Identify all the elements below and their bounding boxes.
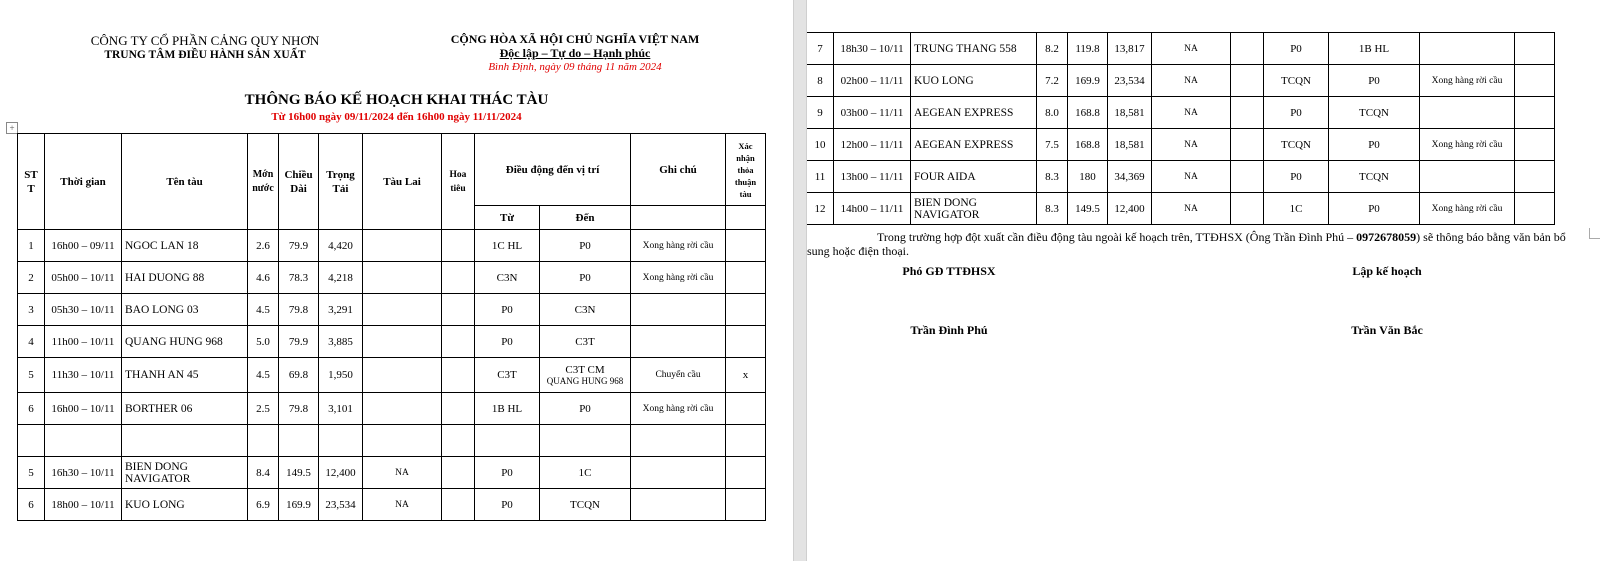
cell-tonnage: 3,291 <box>319 294 363 326</box>
cell-ship-name: KUO LONG <box>122 489 248 521</box>
cell-ship-name: HAI DUONG 88 <box>122 262 248 294</box>
cell-draft: 4.5 <box>248 294 279 326</box>
cell-note <box>1420 97 1515 129</box>
cell-pilot <box>442 393 475 425</box>
cell-stt: 1 <box>18 230 45 262</box>
cell-length: 69.8 <box>279 358 319 393</box>
cell-ship-name: AEGEAN EXPRESS <box>911 129 1037 161</box>
cell-tonnage: 3,101 <box>319 393 363 425</box>
col-stt: ST T <box>18 134 45 230</box>
cell-note: Xong hàng rời cầu <box>631 230 726 262</box>
cell-ship-name: AEGEAN EXPRESS <box>911 97 1037 129</box>
company-header <box>60 34 350 62</box>
table-move-handle-icon[interactable]: + <box>6 122 18 134</box>
cell-length: 78.3 <box>279 262 319 294</box>
cell-to-main: 1C <box>578 466 592 479</box>
cell-to <box>540 489 631 521</box>
cell-from: TCQN <box>1264 129 1329 161</box>
document-period: Từ 16h00 ngày 09/11/2024 đến 16h00 ngày 11/11/2024 <box>271 111 522 123</box>
cell-pilot <box>442 230 475 262</box>
cell-to <box>540 262 631 294</box>
signature-title-left: Phó GĐ TTĐHSX <box>902 264 996 278</box>
cell-tonnage: 12,400 <box>1108 193 1152 225</box>
cell-stt: 11 <box>807 161 834 193</box>
cell-tug <box>363 358 442 393</box>
cell-to-main: TCQN <box>1359 170 1389 183</box>
cell-stt: 12 <box>807 193 834 225</box>
cell-tonnage: 34,369 <box>1108 161 1152 193</box>
cell-ship-name: TRUNG THANG 558 <box>911 33 1037 65</box>
col-note: Ghi chú <box>631 134 726 206</box>
cell-tug: NA <box>1152 193 1231 225</box>
cell-pilot <box>1231 129 1264 161</box>
cell-length: 169.9 <box>1068 65 1108 97</box>
cell-tug: NA <box>1152 161 1231 193</box>
cell-length: 168.8 <box>1068 129 1108 161</box>
col-tug: Tàu Lai <box>363 134 442 230</box>
cell-time: 03h00 – 11/11 <box>834 97 911 129</box>
table-row <box>807 193 1555 225</box>
cell-stt: 9 <box>807 97 834 129</box>
cell-tug: NA <box>1152 33 1231 65</box>
cell-ship-name: BIEN DONG NAVIGATOR <box>911 193 1037 225</box>
cell-to-main: TCQN <box>570 498 600 511</box>
unit-name: TRUNG TÂM ĐIỀU HÀNH SẢN XUẤT <box>104 49 306 61</box>
cell-confirm <box>726 326 766 358</box>
page-gap <box>793 0 807 561</box>
cell-tug <box>363 262 442 294</box>
signature-title-right: Lập kế hoạch <box>1352 264 1422 278</box>
footer-note-phone: 0972678059 <box>1356 230 1417 244</box>
cell-stt: 5 <box>18 457 45 489</box>
cell-pilot <box>442 358 475 393</box>
cell-to <box>540 457 631 489</box>
cell-note: Xong hàng rời cầu <box>1420 193 1515 225</box>
table-row <box>18 294 766 326</box>
cell-time: 05h30 – 10/11 <box>45 294 122 326</box>
document-page-1 <box>0 0 793 561</box>
col-length: Chiều Dài <box>279 134 319 230</box>
cell-from: P0 <box>475 326 540 358</box>
cell-from: C3N <box>475 262 540 294</box>
cell-length: 149.5 <box>279 457 319 489</box>
cell-pilot <box>442 294 475 326</box>
cell-note: Xong hàng rời cầu <box>1420 129 1515 161</box>
cell-to-sub: QUANG HUNG 968 <box>546 375 624 386</box>
col-confirm: Xác nhận thỏa thuận tàu <box>726 134 766 206</box>
company-name: CÔNG TY CỔ PHẦN CẢNG QUY NHƠN <box>90 33 320 48</box>
cell-tonnage: 23,534 <box>319 489 363 521</box>
col-from: Từ <box>475 206 540 230</box>
cell-note <box>1420 33 1515 65</box>
cell-draft: 2.6 <box>248 230 279 262</box>
col-time: Thời gian <box>45 134 122 230</box>
cell-to-main: C3T <box>575 335 595 348</box>
cell-to <box>1329 193 1420 225</box>
cell-tonnage: 4,420 <box>319 230 363 262</box>
table-row <box>807 161 1555 193</box>
cell-draft: 6.9 <box>248 489 279 521</box>
cell-stt: 4 <box>18 326 45 358</box>
cell-from: P0 <box>475 489 540 521</box>
cell-tonnage: 23,534 <box>1108 65 1152 97</box>
cell-confirm <box>1515 129 1555 161</box>
cell-pilot <box>1231 33 1264 65</box>
cell-ship-name: THANH AN 45 <box>122 358 248 393</box>
cell-confirm <box>726 393 766 425</box>
cell-stt: 3 <box>18 294 45 326</box>
cell-note <box>631 489 726 521</box>
cell-ship-name: KUO LONG <box>911 65 1037 97</box>
table-row <box>807 33 1555 65</box>
cell-length: 169.9 <box>279 489 319 521</box>
cell-length: 119.8 <box>1068 33 1108 65</box>
cell-from: TCQN <box>1264 65 1329 97</box>
cell-draft: 7.5 <box>1037 129 1068 161</box>
cell-from <box>475 425 540 457</box>
cell-ship-name: BIEN DONG NAVIGATOR <box>122 457 248 489</box>
cell-tonnage: 12,400 <box>319 457 363 489</box>
cell-to <box>540 425 631 457</box>
cell-to-main: C3N <box>574 303 596 316</box>
cell-time: 05h00 – 10/11 <box>45 262 122 294</box>
cell-to <box>540 230 631 262</box>
cell-confirm <box>1515 33 1555 65</box>
cell-confirm <box>726 489 766 521</box>
cell-ship-name: BAO LONG 03 <box>122 294 248 326</box>
cell-note <box>631 294 726 326</box>
cell-stt: 8 <box>807 65 834 97</box>
cell-stt: 10 <box>807 129 834 161</box>
cell-time <box>45 425 122 457</box>
cell-pilot <box>442 262 475 294</box>
cell-draft: 5.0 <box>248 326 279 358</box>
cell-note <box>1420 161 1515 193</box>
cell-tug <box>363 326 442 358</box>
cell-confirm <box>1515 97 1555 129</box>
cell-pilot <box>442 489 475 521</box>
cell-to <box>540 358 631 393</box>
cell-length: 79.8 <box>279 294 319 326</box>
cell-pilot <box>442 326 475 358</box>
table-row <box>18 262 766 294</box>
cell-tug: NA <box>1152 97 1231 129</box>
table-row <box>18 326 766 358</box>
cell-draft <box>248 425 279 457</box>
cell-draft: 8.4 <box>248 457 279 489</box>
cell-draft: 4.5 <box>248 358 279 393</box>
cell-time: 12h00 – 11/11 <box>834 129 911 161</box>
cell-to <box>1329 65 1420 97</box>
cell-to-main: P0 <box>579 271 591 284</box>
footer-note-post: ) sẽ thông báo bằng văn bản bổ sung hoặc điện thoại. <box>807 230 1566 258</box>
cell-confirm <box>726 230 766 262</box>
cell-tonnage: 3,885 <box>319 326 363 358</box>
cell-stt: 5 <box>18 358 45 393</box>
cell-confirm <box>726 294 766 326</box>
cell-time: 13h00 – 11/11 <box>834 161 911 193</box>
cell-confirm <box>726 425 766 457</box>
cell-to <box>540 294 631 326</box>
cell-stt: 6 <box>18 393 45 425</box>
national-motto: Độc lập – Tự do – Hạnh phúc <box>499 46 651 60</box>
cell-note: Xong hàng rời cầu <box>631 393 726 425</box>
cell-note: Xong hàng rời cầu <box>1420 65 1515 97</box>
table-row <box>18 457 766 489</box>
cell-confirm <box>726 262 766 294</box>
cell-tonnage: 4,218 <box>319 262 363 294</box>
cell-tug: NA <box>1152 129 1231 161</box>
cell-time: 11h00 – 10/11 <box>45 326 122 358</box>
cell-from: P0 <box>475 294 540 326</box>
table-row <box>18 425 766 457</box>
nation-name: CỘNG HÒA XÃ HỘI CHỦ NGHĨA VIỆT NAM <box>450 32 700 46</box>
cell-length: 149.5 <box>1068 193 1108 225</box>
col-note-sub <box>631 206 726 230</box>
cell-draft: 4.6 <box>248 262 279 294</box>
col-tonnage: Trọng Tải <box>319 134 363 230</box>
cell-tonnage: 18,581 <box>1108 97 1152 129</box>
col-draft: Mớn nước <box>248 134 279 230</box>
cell-to <box>540 326 631 358</box>
cell-time: 18h30 – 10/11 <box>834 33 911 65</box>
cell-from: C3T <box>475 358 540 393</box>
document-page-2 <box>807 0 1600 561</box>
cell-tonnage: 13,817 <box>1108 33 1152 65</box>
cell-to-main: C3T CM <box>565 363 605 376</box>
cell-draft: 8.0 <box>1037 97 1068 129</box>
cell-tug <box>363 425 442 457</box>
cell-pilot <box>1231 193 1264 225</box>
cell-to <box>1329 97 1420 129</box>
cell-to <box>540 393 631 425</box>
cell-tonnage: 18,581 <box>1108 129 1152 161</box>
cell-note <box>631 425 726 457</box>
cell-note: Chuyển cầu <box>631 358 726 393</box>
cell-draft: 8.3 <box>1037 193 1068 225</box>
cell-from: P0 <box>1264 161 1329 193</box>
cell-tug: NA <box>363 489 442 521</box>
cell-note <box>631 457 726 489</box>
col-move: Điều động đến vị trí <box>475 134 631 206</box>
cell-pilot <box>442 425 475 457</box>
cell-from: P0 <box>475 457 540 489</box>
cell-to-main: 1B HL <box>1358 42 1390 55</box>
cell-pilot <box>1231 65 1264 97</box>
col-ship: Tên tàu <box>122 134 248 230</box>
table-row <box>18 358 766 393</box>
cell-note: Xong hàng rời cầu <box>631 262 726 294</box>
cell-to-main: TCQN <box>1359 106 1389 119</box>
cell-note <box>631 326 726 358</box>
cell-from: P0 <box>1264 97 1329 129</box>
cell-from: P0 <box>1264 33 1329 65</box>
cell-tonnage: 1,950 <box>319 358 363 393</box>
cell-length: 79.8 <box>279 393 319 425</box>
cell-time: 11h30 – 10/11 <box>45 358 122 393</box>
col-confirm-sub <box>726 206 766 230</box>
cell-stt: 6 <box>18 489 45 521</box>
cell-time: 14h00 – 11/11 <box>834 193 911 225</box>
cell-confirm <box>1515 161 1555 193</box>
cell-draft: 7.2 <box>1037 65 1068 97</box>
cell-from: 1C HL <box>475 230 540 262</box>
cell-tonnage <box>319 425 363 457</box>
cell-time: 16h00 – 09/11 <box>45 230 122 262</box>
table-row <box>807 97 1555 129</box>
cell-tug: NA <box>1152 65 1231 97</box>
cell-to <box>1329 33 1420 65</box>
table-row <box>18 393 766 425</box>
cell-ship-name: BORTHER 06 <box>122 393 248 425</box>
cell-confirm <box>1515 65 1555 97</box>
cell-tug <box>363 393 442 425</box>
cell-stt: 2 <box>18 262 45 294</box>
signature-name-left: Trần Đình Phú <box>910 323 988 337</box>
cell-to-main: P0 <box>579 402 591 415</box>
cell-ship-name: NGOC LAN 18 <box>122 230 248 262</box>
signature-name-right: Trần Văn Bắc <box>1351 323 1423 337</box>
cell-length: 79.9 <box>279 230 319 262</box>
cell-draft: 8.3 <box>1037 161 1068 193</box>
cell-pilot <box>1231 97 1264 129</box>
cell-time: 16h30 – 10/11 <box>45 457 122 489</box>
cell-ship-name: FOUR AIDA <box>911 161 1037 193</box>
cell-stt <box>18 425 45 457</box>
cell-pilot <box>442 457 475 489</box>
table-row <box>18 489 766 521</box>
cell-from: 1B HL <box>475 393 540 425</box>
cell-time: 02h00 – 11/11 <box>834 65 911 97</box>
document-title: THÔNG BÁO KẾ HOẠCH KHAI THÁC TÀU <box>244 92 549 108</box>
table-row <box>18 230 766 262</box>
cell-time: 16h00 – 10/11 <box>45 393 122 425</box>
cell-to-main: P0 <box>1368 74 1380 87</box>
col-pilot: Hoa tiêu <box>442 134 475 230</box>
cell-confirm: x <box>726 358 766 393</box>
cell-tug: NA <box>363 457 442 489</box>
national-header <box>430 32 720 74</box>
col-to: Đến <box>540 206 631 230</box>
cell-pilot <box>1231 161 1264 193</box>
cell-to <box>1329 129 1420 161</box>
cell-to <box>1329 161 1420 193</box>
ship-plan-table-page-1 <box>17 133 766 521</box>
place-date: Bình Định, ngày 09 tháng 11 năm 2024 <box>488 61 662 73</box>
cell-draft: 2.5 <box>248 393 279 425</box>
cell-length: 168.8 <box>1068 97 1108 129</box>
cell-to-main: P0 <box>1368 202 1380 215</box>
cell-time: 18h00 – 10/11 <box>45 489 122 521</box>
cell-to-main: P0 <box>579 239 591 252</box>
cell-confirm <box>1515 193 1555 225</box>
cell-confirm <box>726 457 766 489</box>
table-row <box>807 65 1555 97</box>
page-corner-mark <box>1589 228 1600 239</box>
cell-tug <box>363 294 442 326</box>
footer-note <box>807 230 1567 258</box>
cell-length <box>279 425 319 457</box>
cell-length: 79.9 <box>279 326 319 358</box>
footer-note-pre: Trong trường hợp đột xuất cần điều động tàu ngoài kế hoạch trên, TTĐHSX (Ông Trần Đình Phú – <box>877 230 1357 244</box>
cell-draft: 8.2 <box>1037 33 1068 65</box>
table-row <box>807 129 1555 161</box>
cell-from: 1C <box>1264 193 1329 225</box>
cell-length: 180 <box>1068 161 1108 193</box>
ship-plan-table-page-2 <box>807 32 1555 225</box>
cell-to-main: P0 <box>1368 138 1380 151</box>
cell-ship-name <box>122 425 248 457</box>
cell-ship-name: QUANG HUNG 968 <box>122 326 248 358</box>
cell-tug <box>363 230 442 262</box>
cell-stt: 7 <box>807 33 834 65</box>
